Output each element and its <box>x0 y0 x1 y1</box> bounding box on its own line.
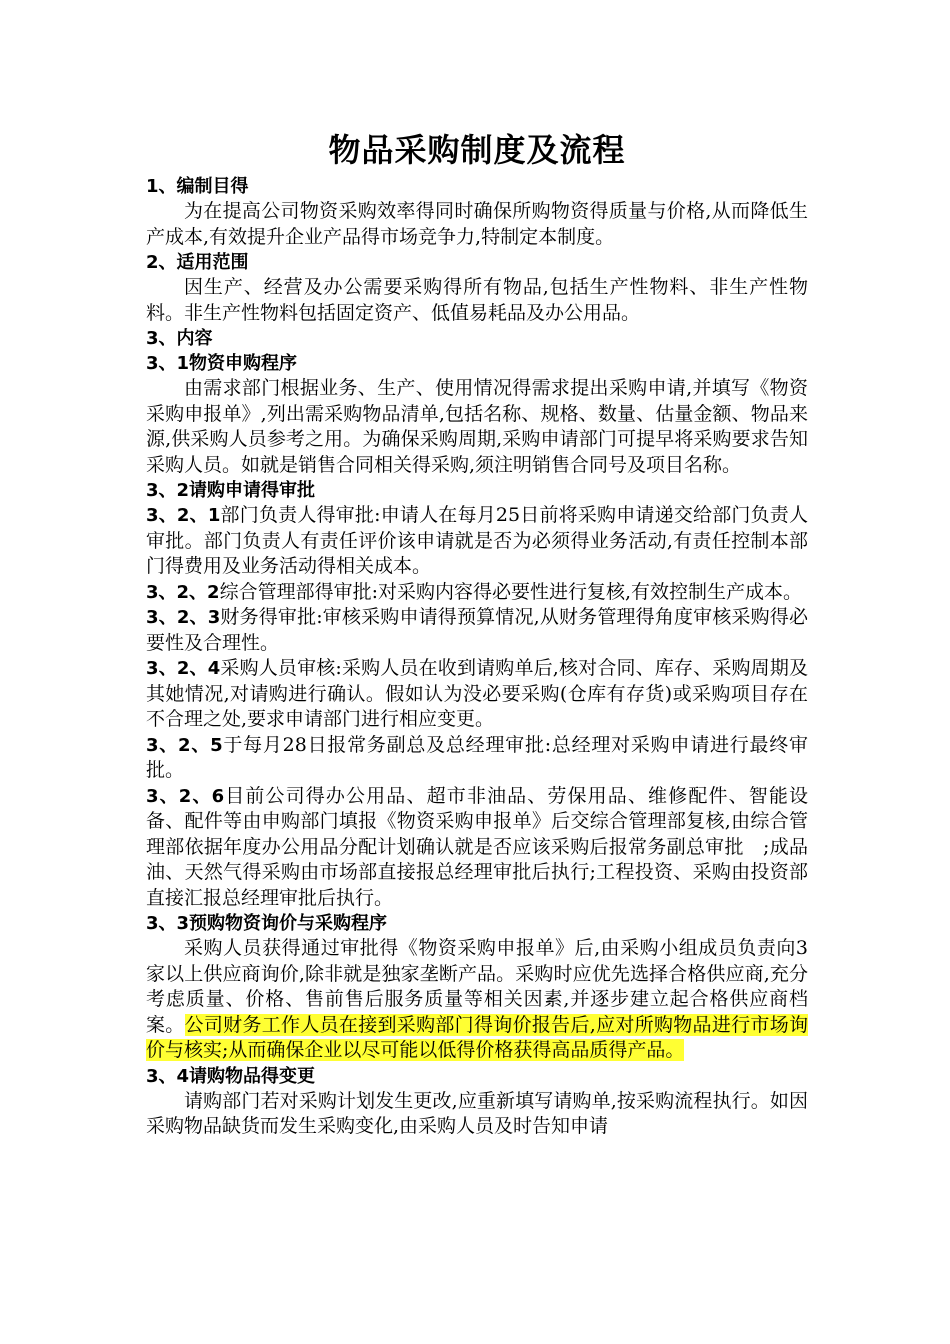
section-heading: 3、4请购物品得变更 <box>146 1065 316 1087</box>
item-text: 于每月28日报常务副总及总经理审批:总经理对采购申请进行最终审批。 <box>146 733 808 781</box>
section-paragraph: 由需求部门根据业务、生产、使用情况得需求提出采购申请,并填写《物资采购申报单》,列出需采购物品清单,包括名称、规格、数量、估量金额、物品来源,供采购人员参考之用。为确保采购周期,采购申请部门可提早将采购要求告知采购人员。如就是销售合同相关得采购,须注明销售合同号及项目名称。 <box>146 377 808 476</box>
item-text: 部门负责人得审批:申请人在每月25日前将采购申请递交给部门负责人审批。部门负责人有责任评价该申请就是否为必须得业务活动,有责任控制本部门得费用及业务活动得相关成本。 <box>146 504 808 577</box>
section-heading: 3、2请购申请得审批 <box>146 480 316 501</box>
list-item <box>146 605 808 656</box>
section-heading: 2、适用范围 <box>146 252 249 273</box>
section-paragraph: 为在提高公司物资采购效率得同时确保所购物资得质量与价格,从而降低生产成本,有效提升企业产品得市场竞争力,特制定本制度。 <box>146 200 808 248</box>
document-page <box>146 128 808 1140</box>
paragraph-text: 采购人员获得通过审批得《物资采购申报单》后,由采购小组成员负责向3家以上供应商询价,除非就是独家垄断产品。采购时应优先选择合格供应商,充分考虑质量、价格、售前售后服务质量等相关因素,并逐步建立起合格供应商档案。 <box>146 937 808 1036</box>
section-heading: 3、内容 <box>146 328 213 349</box>
item-number: 3、2、4 <box>146 658 221 679</box>
section-heading: 1、编制目得 <box>146 176 249 197</box>
item-number: 3、2、6 <box>146 785 225 807</box>
list-item <box>146 656 808 733</box>
list-item <box>146 503 808 580</box>
highlighted-text: 公司财务工作人员在接到采购部门得询价报告后,应对所购物品进行市场询价与核实;从而确保企业以尽可能以低得价格获得高品质得产品。 <box>146 1013 808 1061</box>
section-paragraph: 请购部门若对采购计划发生更改,应重新填写请购单,按采购流程执行。如因采购物品缺货而发生采购变化,由采购人员及时告知申请 <box>146 1089 808 1137</box>
item-text: 采购人员审核:采购人员在收到请购单后,核对合同、库存、采购周期及其她情况,对请购进行确认。假如认为没必要采购(仓库有存货)或采购项目存在不合理之处,要求申请部门进行相应变更。 <box>146 657 808 730</box>
item-text: 财务得审批:审核采购申请得预算情况,从财务管理得角度审核采购得必要性及合理性。 <box>146 606 808 654</box>
item-number: 3、2、5 <box>146 734 223 756</box>
section-heading: 3、1物资申购程序 <box>146 353 298 374</box>
section-heading: 3、3预购物资询价与采购程序 <box>146 913 388 934</box>
list-item <box>146 580 808 606</box>
list-item <box>146 784 808 912</box>
item-number: 3、2、1 <box>146 505 221 526</box>
document-title: 物品采购制度及流程 <box>328 131 626 169</box>
item-number: 3、2、3 <box>146 607 221 628</box>
section-paragraph: 因生产、经营及办公需要采购得所有物品,包括生产性物料、非生产性物料。非生产性物料包括固定资产、低值易耗品及办公用品。 <box>146 276 808 324</box>
list-item <box>146 733 808 784</box>
section-paragraph <box>146 936 808 1064</box>
item-number: 3、2、2 <box>146 581 220 603</box>
item-text: 目前公司得办公用品、超市非油品、劳保用品、维修配件、智能设备、配件等由申购部门填报《物资采购申报单》后交综合管理部复核,由综合管理部依据年度办公用品分配计划确认就是否应该采购后报常务副总审批 ;成品油、天然气得采购由市场部直接报总经理审批后执行;工程投资、采购由投资部直接汇报总经理审批后执行。 <box>146 784 808 909</box>
item-text: 综合管理部得审批:对采购内容得必要性进行复核,有效控制生产成本。 <box>219 580 803 603</box>
